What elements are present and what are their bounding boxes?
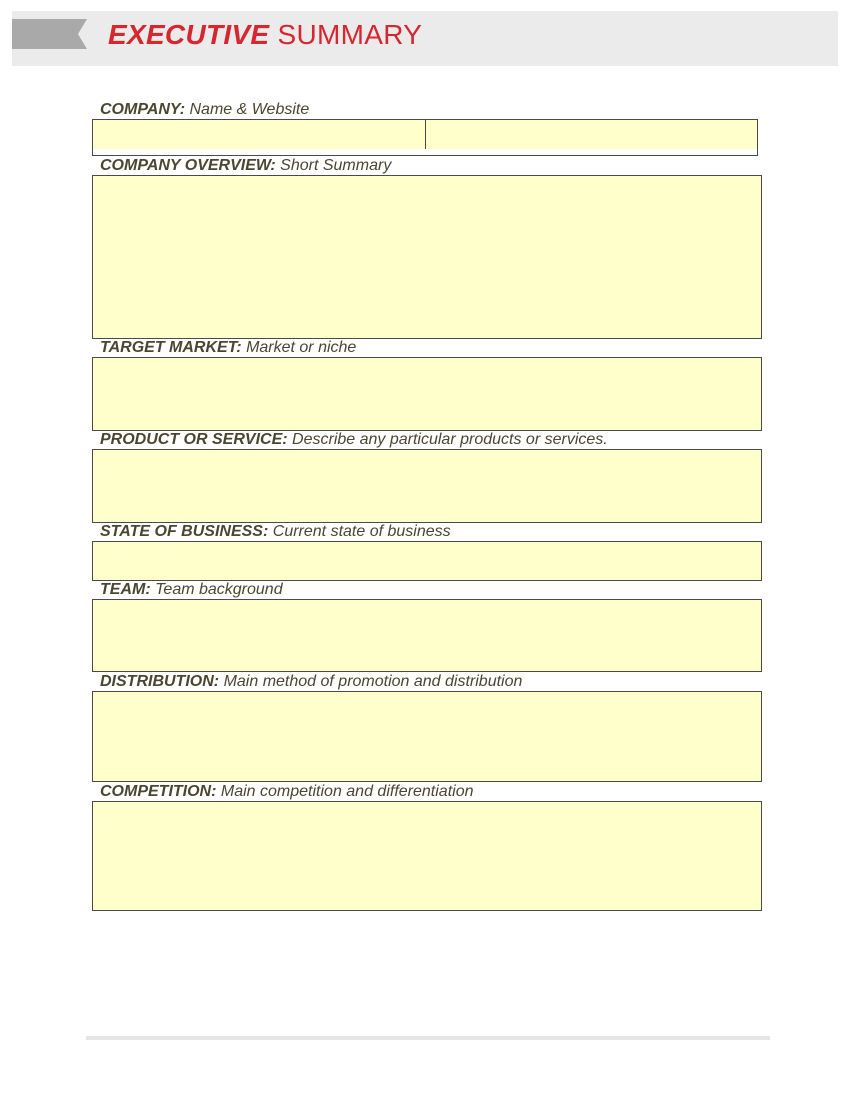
competition-label-key: COMPETITION:: [100, 783, 217, 800]
company-overview-field[interactable]: [92, 175, 762, 339]
competition-label-hint: Main competition and differentiation: [220, 783, 474, 800]
target-market-label: [100, 338, 356, 358]
page-title: [108, 18, 422, 52]
distribution-field[interactable]: [92, 691, 762, 782]
company-label-hint: Name & Website: [189, 101, 310, 118]
team-label: [100, 580, 283, 600]
state-of-business-label: [100, 522, 451, 542]
company-row: [92, 119, 758, 156]
competition-field[interactable]: [92, 801, 762, 911]
state-of-business-label-key: STATE OF BUSINESS:: [100, 523, 269, 540]
target-market-field[interactable]: [92, 357, 762, 431]
distribution-label-key: DISTRIBUTION:: [100, 673, 220, 690]
distribution-label-hint: Main method of promotion and distribution: [223, 673, 523, 690]
product-or-service-label-hint: Describe any particular products or services.: [292, 431, 608, 448]
company-label-key: COMPANY:: [100, 101, 186, 118]
product-or-service-label: [100, 430, 608, 450]
competition-label: [100, 782, 473, 802]
company-overview-label-hint: Short Summary: [280, 157, 392, 174]
state-of-business-field[interactable]: [92, 541, 762, 581]
company-website-field[interactable]: [426, 120, 758, 149]
page-title-light: SUMMARY: [277, 19, 423, 50]
target-market-label-hint: Market or niche: [246, 339, 357, 356]
target-market-label-key: TARGET MARKET:: [100, 339, 242, 356]
product-or-service-label-key: PRODUCT OR SERVICE:: [100, 431, 288, 448]
footer-divider: [86, 1036, 770, 1040]
company-overview-label-key: COMPANY OVERVIEW:: [100, 157, 276, 174]
product-or-service-field[interactable]: [92, 449, 762, 523]
ribbon-icon: [12, 19, 87, 49]
distribution-label: [100, 672, 522, 692]
page-title-bold: EXECUTIVE: [108, 19, 270, 50]
team-field[interactable]: [92, 599, 762, 672]
company-label: [100, 100, 309, 120]
team-label-hint: Team background: [155, 581, 283, 598]
company-name-field[interactable]: [93, 120, 426, 149]
team-label-key: TEAM:: [100, 581, 151, 598]
state-of-business-label-hint: Current state of business: [272, 523, 451, 540]
company-overview-label: [100, 156, 391, 176]
